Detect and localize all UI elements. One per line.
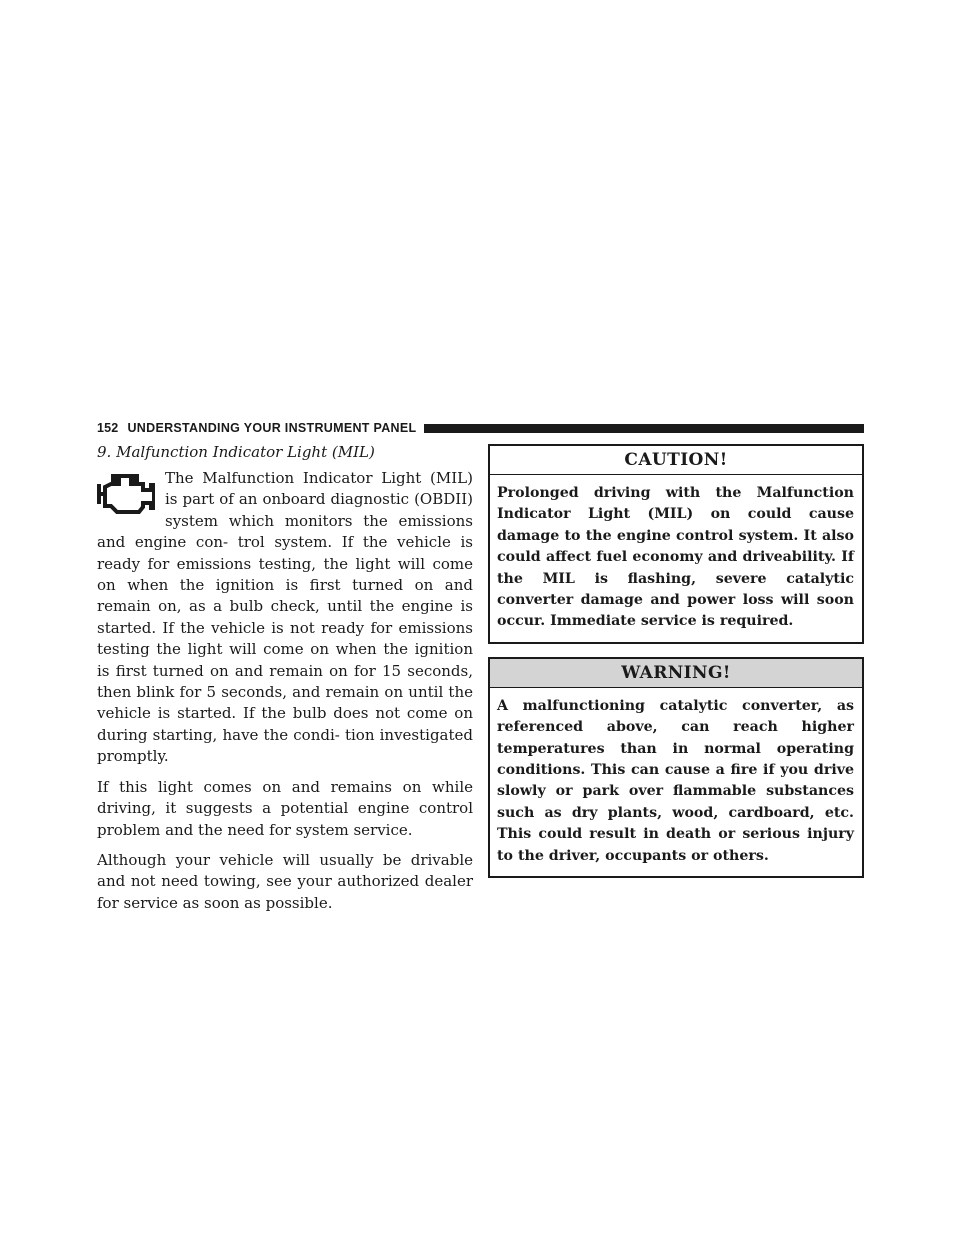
caution-body: Prolonged driving with the Malfunction Indicator Light (MIL) on could cause damage to the engine control system. It also could affect fuel economy and driveability. If the MIL is flashing, severe catalytic converter damage and power loss will soon occur. Immediate service is required. (497, 485, 854, 630)
caution-box (488, 444, 864, 644)
caution-title: CAUTION! (490, 446, 862, 475)
drivable-paragraph: Although your vehicle will usually be drivable and not need towing, see your authorized dealer for service as soon as possible. (97, 850, 473, 912)
page-number: 152 (97, 421, 119, 435)
check-engine-icon (97, 471, 155, 517)
section-title: UNDERSTANDING YOUR INSTRUMENT PANEL (127, 421, 417, 435)
warning-title: WARNING! (490, 659, 862, 688)
left-column (97, 442, 473, 923)
remains-on-paragraph: If this light comes on and remains on while driving, it suggests a potential engine control problem and the need for system service. (97, 777, 473, 839)
mil-description-paragraph: The Malfunction Indicator Light (MIL) is part of an onboard diagnostic (OBDII) system which monitors the emissions and engine con- trol system. If the vehicle is ready for emissions testing, the light will come on when the ignition is first turned on and remain on, as a bulb check, until the engine is started. If the vehicle is not ready for emissions testing the light will come on when the ignition is first turned on and remain on for 15 seconds, then blink for 5 seconds, and remain on until the vehicle is started. If the bulb does not come on during starting, have the condi- tion investigated promptly. (97, 469, 473, 766)
header-rule (424, 424, 864, 433)
warning-box (488, 657, 864, 878)
item-heading: 9. Malfunction Indicator Light (MIL) (97, 443, 375, 461)
warning-body: A malfunctioning catalytic converter, as referenced above, can reach higher temperatures than in normal operating conditions. This can cause a fire if you drive slowly or park over flammable substances such as dry plants, wood, cardboard, etc. This could result in death or serious injury to the driver, occupants or others. (497, 697, 854, 864)
right-column (488, 444, 864, 891)
page-header (97, 418, 864, 438)
